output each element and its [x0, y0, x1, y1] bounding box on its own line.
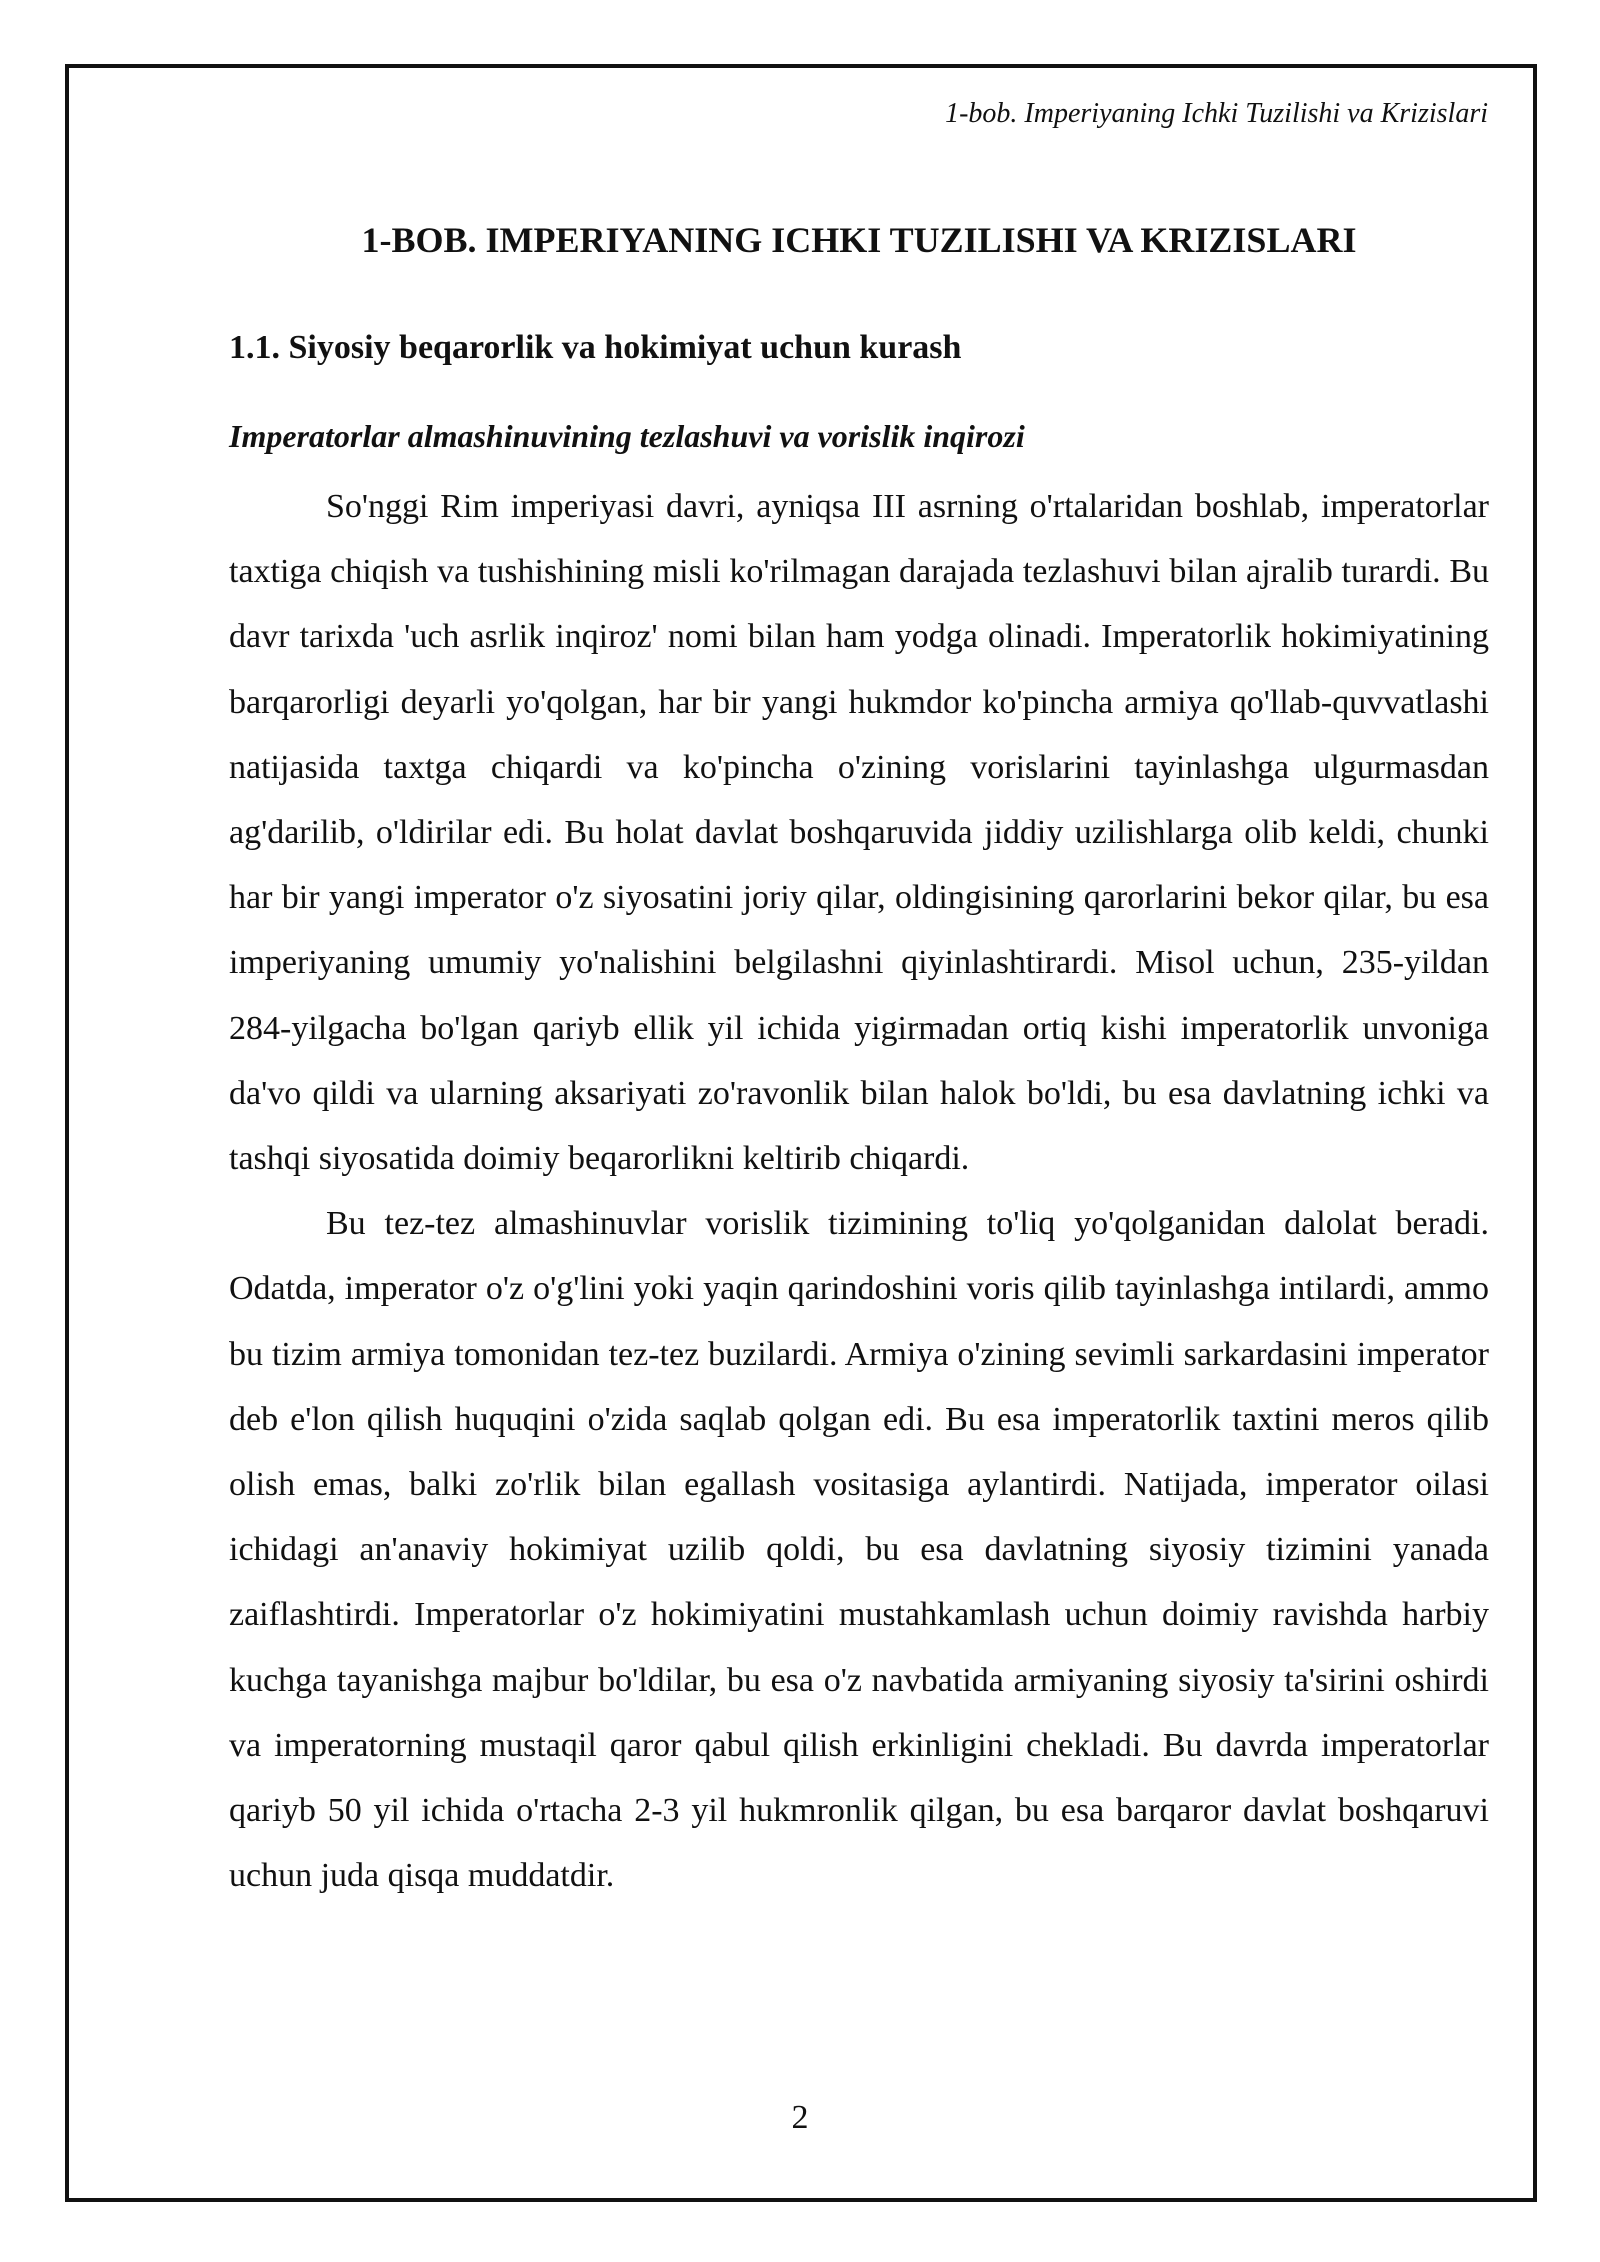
body-paragraph: So'nggi Rim imperiyasi davri, ayniqsa III asrning o'rtalaridan boshlab, imperatorlar taxtiga chiqish va tushishining misli ko'rilmagan darajada tezlashuvi bilan ajralib turardi. Bu davr tarixda 'uch asrlik inqiroz' nomi bilan ham yodga olinadi. Imperatorlik hokimiyatining barqarorligi deyarli yo'qolgan, har bir yangi hukmdor ko'pincha armiya qo'llab-quvvatlashi natijasida taxtga chiqardi va ko'pincha o'zining vorislarini tayinlashga ulgurmasdan ag'darilib, o'ldirilar edi. Bu holat davlat boshqaruvida jiddiy uzilishlarga olib keldi, chunki har bir yangi imperator o'z siyosatini joriy qilar, oldingisining qarorlarini bekor qilar, bu esa imperiyaning umumiy yo'nalishini belgilashni qiyinlashtirardi. Misol uchun, 235-yildan 284-yilgacha bo'lgan qariyb ellik yil ichida yigirmadan ortiq kishi imperatorlik unvoniga da'vo qildi va ularning aksariyati zo'ravonlik bilan halok bo'ldi, bu esa davlatning ichki va tashqi siyosatida doimiy beqarorlikni keltirib chiqardi.	[229, 488, 1489, 1178]
body-paragraph: Bu tez-tez almashinuvlar vorislik tizimining to'liq yo'qolganidan dalolat beradi. Odatda, imperator o'z o'g'lini yoki yaqin qarindoshini voris qilib tayinlashga intilardi, ammo bu tizim armiya tomonidan tez-tez buzilardi. Armiya o'zining sevimli sarkardasini imperator deb e'lon qilish huquqini o'zida saqlab qolgan edi. Bu esa imperatorlik taxtini meros qilib olish emas, balki zo'rlik bilan egallash vositasiga aylantirdi. Natijada, imperator oilasi ichidagi an'anaviy hokimiyat uzilib qoldi, bu esa davlatning siyosiy tizimini yanada zaiflashtirdi. Imperatorlar o'z hokimiyatini mustahkamlash uchun doimiy ravishda harbiy kuchga tayanishga majbur bo'ldilar, bu esa o'z navbatida armiyaning siyosiy ta'sirini oshirdi va imperatorning mustaqil qaror qabul qilish erkinligini chekladi. Bu davrda imperatorlar qariyb 50 yil ichida o'rtacha 2-3 yil hukmronlik qilgan, bu esa barqaror davlat boshqaruvi uchun juda qisqa muddatdir.	[229, 1205, 1489, 1895]
subsection-title: Imperatorlar almashinuvining tezlashuvi va vorislik inqirozi	[229, 418, 1025, 454]
chapter-title: 1-BOB. IMPERIYANING ICHKI TUZILISHI VA KRIZISLARI	[361, 220, 1357, 260]
page-number: 2	[791, 2099, 809, 2136]
running-header: 1-bob. Imperiyaning Ichki Tuzilishi va Krizislari	[945, 98, 1488, 129]
section-title: 1.1. Siyosiy beqarorlik va hokimiyat uchun kurash	[229, 329, 962, 366]
page-content	[229, 210, 1489, 1908]
